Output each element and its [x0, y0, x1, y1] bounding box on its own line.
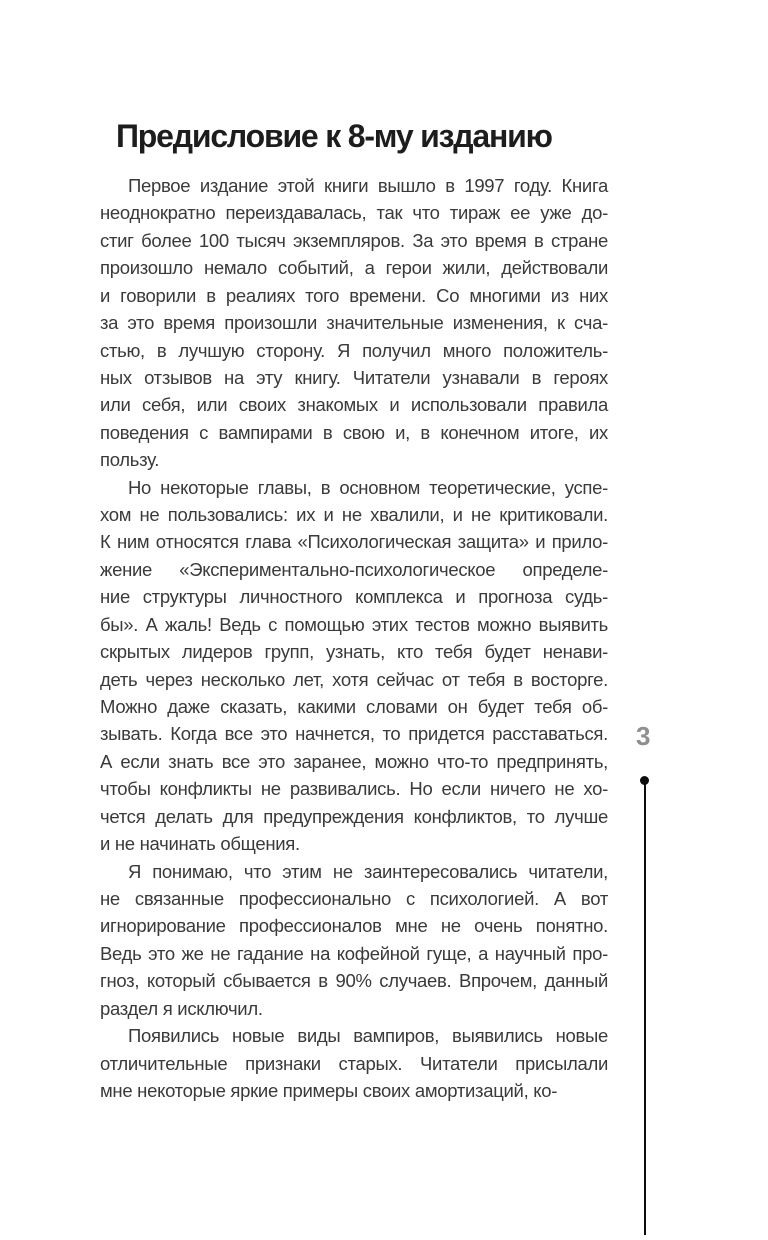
text-line: Появились новые виды вампиров, выявились новые: [128, 1025, 608, 1047]
text-line: стиг более 100 тысяч экземпляров. За это время в стране: [100, 229, 608, 251]
margin-rule-line: [644, 781, 646, 1235]
text-line: не связанные профессионально с психологией. А вот: [100, 887, 608, 909]
text-line: К ним относятся глава «Психологическая защита» и прило-: [100, 531, 608, 553]
text-line: отличительные признаки старых. Читатели присылали: [100, 1052, 608, 1074]
text-line: поведения с вампирами в свою и, в конечном итоге, их: [100, 421, 608, 443]
text-line: раздел я исключил.: [100, 997, 263, 1019]
text-line: стью, в лучшую сторону. Я получил много положитель-: [100, 339, 608, 361]
page-number: 3: [636, 721, 651, 751]
text-line: ных отзывов на эту книгу. Читатели узнавали в героях: [100, 366, 608, 388]
text-line: пользу.: [100, 449, 160, 471]
text-line: Но некоторые главы, в основном теоретические, успе-: [128, 476, 608, 498]
text-line: мне некоторые яркие примеры своих амортизаций, ко-: [100, 1079, 558, 1101]
text-line: зывать. Когда все это начнется, то придется расставаться.: [100, 723, 608, 745]
page-title: Предисловие к 8-му изданию: [116, 118, 552, 154]
text-line: гноз, который сбывается в 90% случаев. Впрочем, данный: [100, 970, 608, 992]
text-line: чется делать для предупреждения конфликтов, то лучше: [100, 805, 608, 827]
text-line: или себя, или своих знакомых и использовали правила: [100, 394, 608, 416]
text-line: чтобы конфликты не развивались. Но если ничего не хо-: [100, 778, 608, 800]
text-line: Я понимаю, что этим не заинтересовались читатели,: [128, 860, 608, 882]
text-line: игнорирование профессионалов мне не очень понятно.: [100, 915, 608, 937]
text-line: жение «Экспериментально-психологическое определе-: [100, 558, 608, 580]
text-line: и говорили в реалиях того времени. Со многими из них: [100, 284, 608, 306]
text-line: деть через несколько лет, хотя сейчас от тебя в восторге.: [100, 668, 608, 690]
text-line: Можно даже сказать, какими словами он будет тебя об-: [100, 696, 608, 718]
text-line: и не начинать общения.: [100, 833, 300, 855]
text-line: Первое издание этой книги вышло в 1997 году. Книга: [128, 175, 608, 196]
page-body-text: [100, 172, 608, 1104]
text-line: Ведь это же не гадание на кофейной гуще, а научный про-: [100, 942, 608, 964]
text-line: скрытых лидеров групп, узнать, кто тебя будет ненави-: [100, 641, 608, 663]
text-line: произошло немало событий, а герои жили, действовали: [100, 257, 608, 279]
text-line: бы». А жаль! Ведь с помощью этих тестов можно выявить: [100, 613, 608, 635]
text-line: хом не пользовались: их и не хвалили, и не критиковали.: [100, 504, 608, 526]
text-line: за это время произошли значительные изменения, к сча-: [100, 312, 608, 334]
text-line: ние структуры личностного комплекса и прогноза судь-: [100, 586, 608, 608]
text-line: неоднократно переиздавалась, так что тираж ее уже до-: [100, 202, 608, 224]
text-line: А если знать все это заранее, можно что-то предпринять,: [100, 750, 608, 772]
